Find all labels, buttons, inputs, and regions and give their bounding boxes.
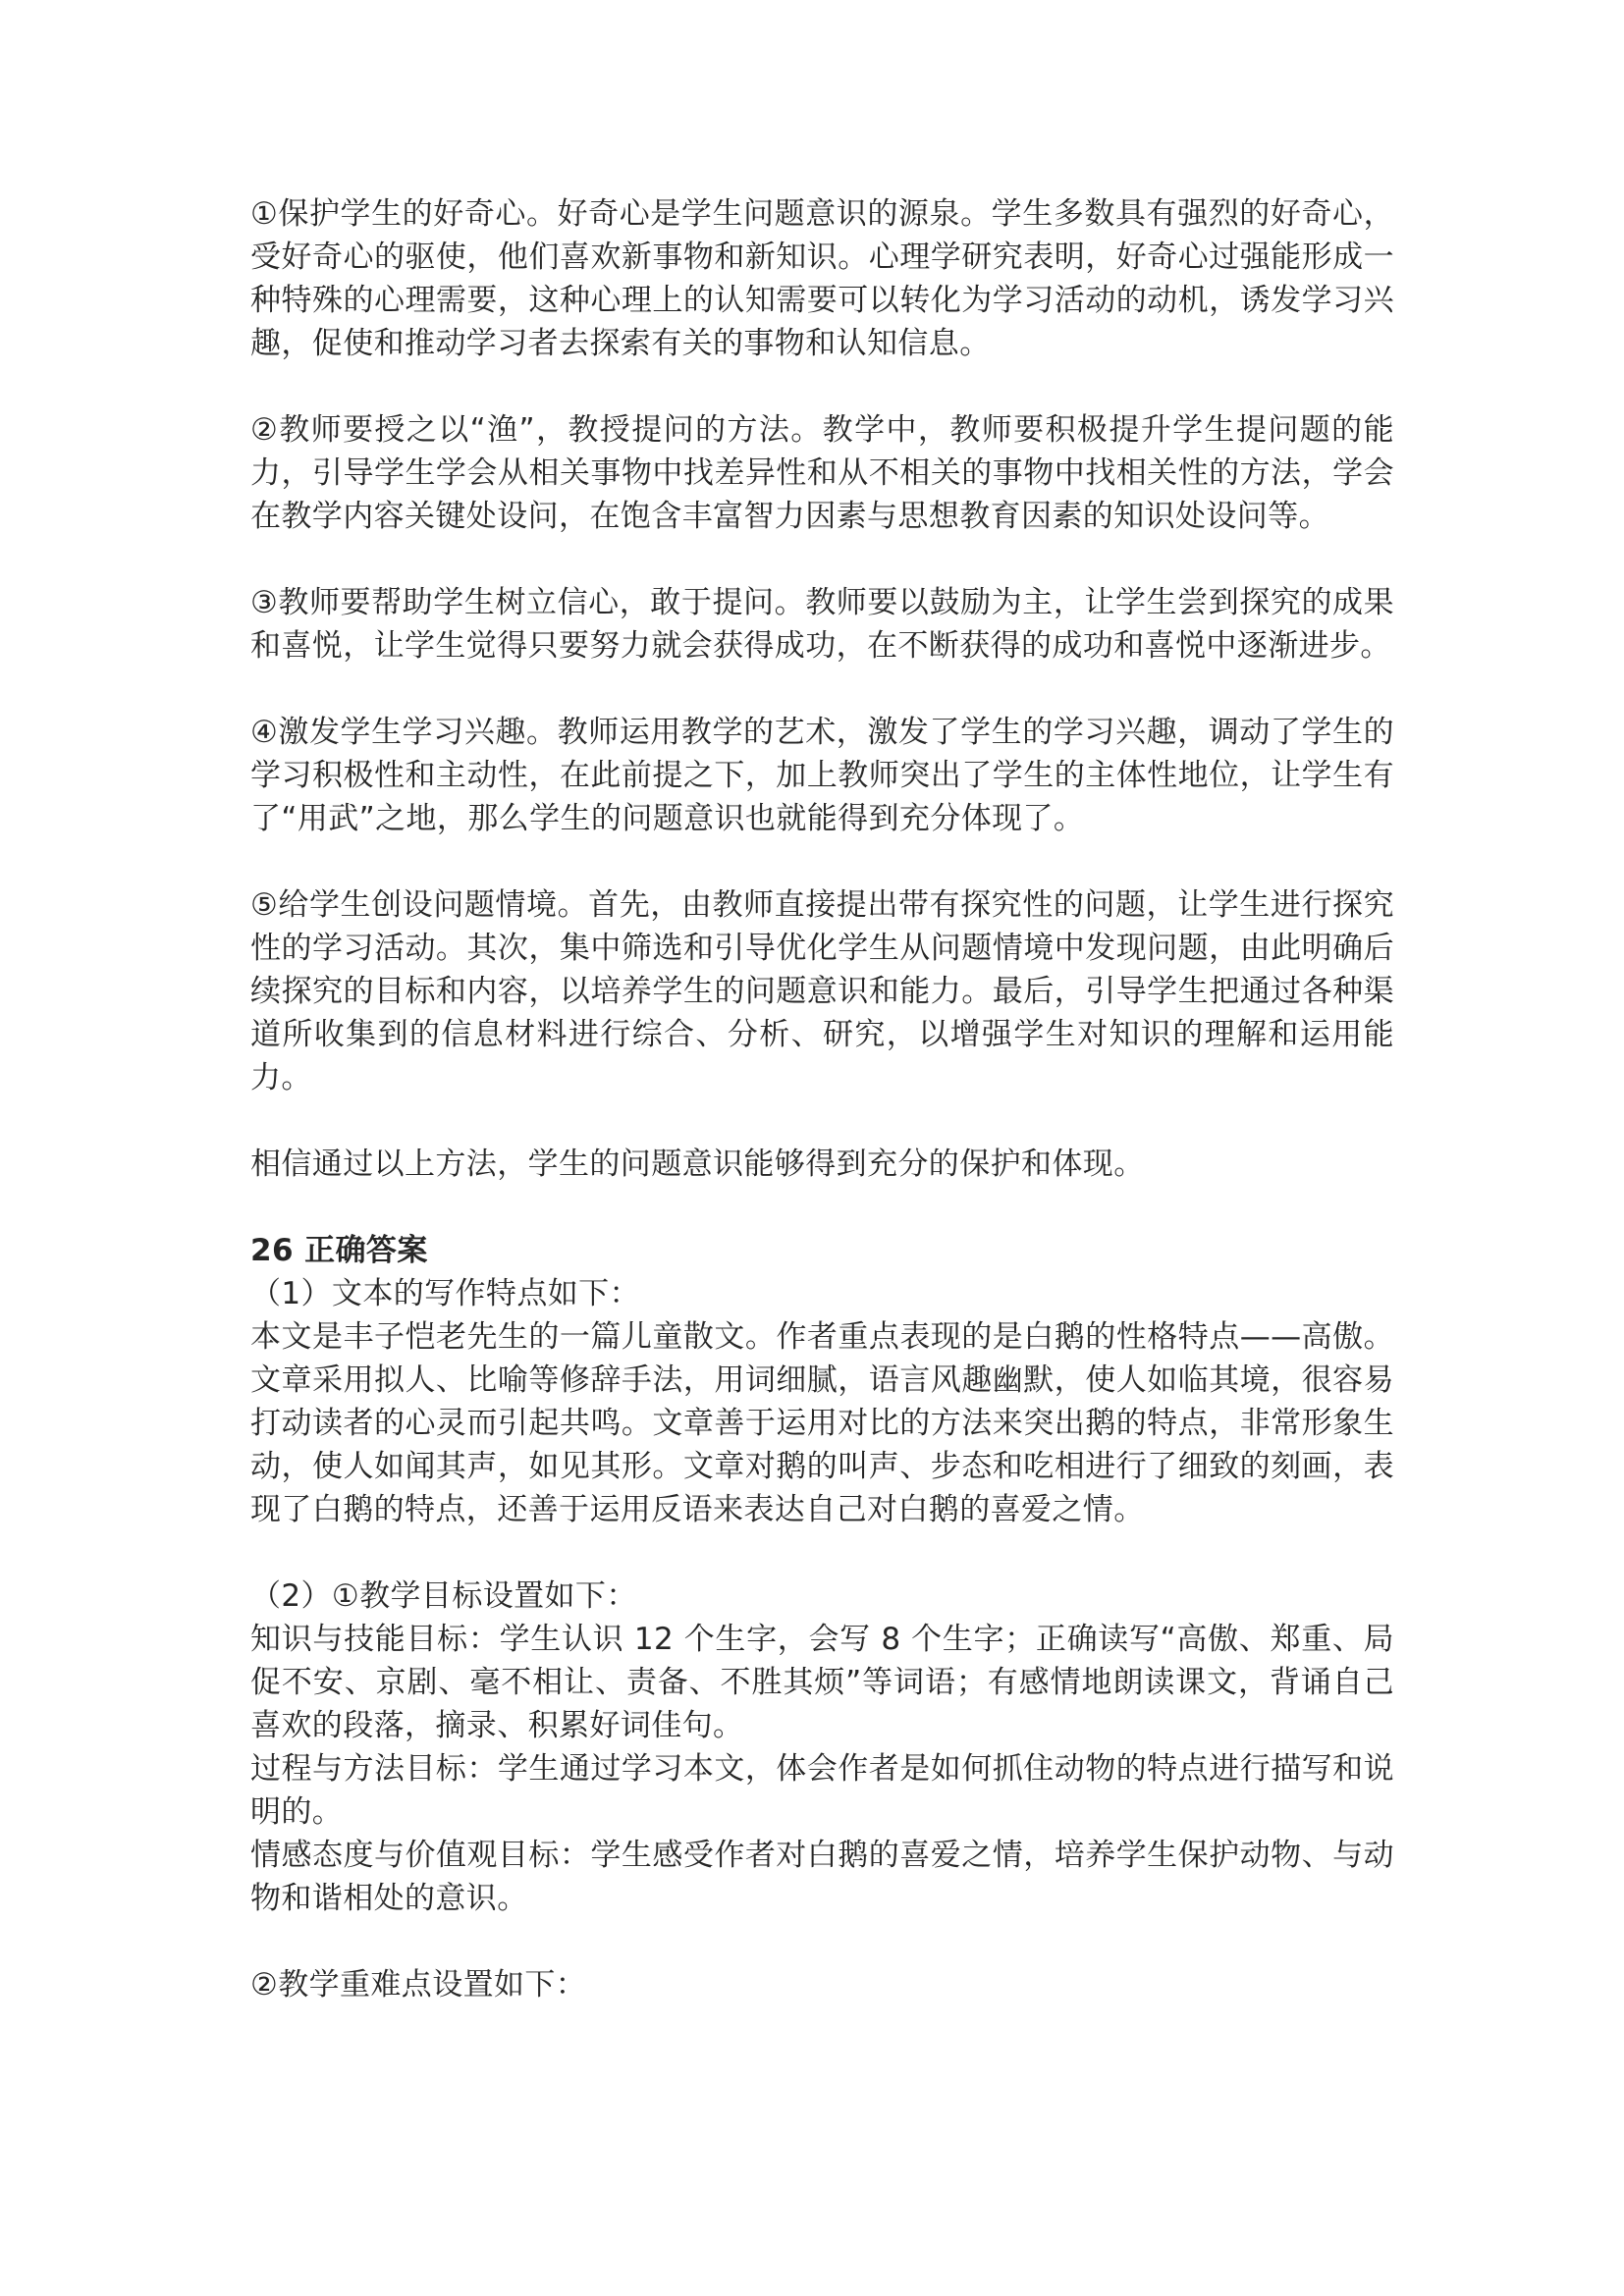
spacer — [250, 1531, 1394, 1575]
question-2-intro: （2）①教学目标设置如下： — [250, 1578, 637, 1614]
answer-heading: 26 正确答案 — [250, 1233, 428, 1268]
paragraph-build-confidence: ③教师要帮助学生树立信心，敢于提问。教师要以鼓励为主，让学生尝到探究的成果和喜悦，让学生觉得只要努力就会获得成功，在不断获得的成功和喜悦中逐渐进步。 — [250, 585, 1394, 664]
goal-emotion: 情感态度与价值观目标：学生感受作者对白鹅的喜爱之情，培养学生保护动物、与动物和谐相处的意识。 — [250, 1838, 1394, 1916]
paragraph-teach-questioning: ②教师要授之以“渔”，教授提问的方法。教学中，教师要积极提升学生提问题的能力，引导学生学会从相关事物中找差异性和从不相关的事物中找相关性的方法，学会在教学内容关键处设问，在饱含丰富智力因素与思想教育因素的知识处设问等。 — [250, 412, 1394, 534]
spacer — [250, 1920, 1394, 1963]
key-points-intro: ②教学重难点设置如下： — [250, 1967, 587, 2002]
paragraph-create-situation: ⑤给学生创设问题情境。首先，由教师直接提出带有探究性的问题，让学生进行探究性的学习活动。其次，集中筛选和引导优化学生从问题情境中发现问题，由此明确后续探究的目标和内容，以培养学生的问题意识和能力。最后，引导学生把通过各种渠道所收集到的信息材料进行综合、分析、研究，以增强学生对知识的理解和运用能力。 — [250, 887, 1394, 1095]
paragraph-conclusion: 相信通过以上方法，学生的问题意识能够得到充分的保护和体现。 — [250, 1147, 1145, 1182]
paragraph-stimulate-interest: ④激发学生学习兴趣。教师运用教学的艺术，激发了学生的学习兴趣，调动了学生的学习积极性和主动性，在此前提之下，加上教师突出了学生的主体性地位，让学生有了“用武”之地，那么学生的问题意识也就能得到充分体现了。 — [250, 715, 1394, 836]
question-1-body: 本文是丰子恺老先生的一篇儿童散文。作者重点表现的是白鹅的性格特点——高傲。文章采用拟人、比喻等修辞手法，用词细腻，语言风趣幽默，使人如临其境，很容易打动读者的心灵而引起共鸣。文章善于运用对比的方法来突出鹅的特点，非常形象生动，使人如闻其声，如见其形。文章对鹅的叫声、步态和吃相进行了细致的刻画，表现了白鹅的特点，还善于运用反语来表达自己对白鹅的喜爱之情。 — [250, 1319, 1394, 1527]
goal-knowledge: 知识与技能目标：学生认识 12 个生字，会写 8 个生字；正确读写“高傲、郑重、局促不安、京剧、毫不相让、责备、不胜其烦”等词语；有感情地朗读课文，背诵自己喜欢的段落，摘录、积累好词佳句。 — [250, 1622, 1394, 1743]
goal-process: 过程与方法目标：学生通过学习本文，体会作者是如何抓住动物的特点进行描写和说明的。 — [250, 1751, 1394, 1830]
document-page — [250, 192, 1394, 2006]
paragraph-protect-curiosity: ①保护学生的好奇心。好奇心是学生问题意识的源泉。学生多数具有强烈的好奇心，受好奇心的驱使，他们喜欢新事物和新知识。心理学研究表明，好奇心过强能形成一种特殊的心理需要，这种心理上的认知需要可以转化为学习活动的动机，诱发学习兴趣，促使和推动学习者去探索有关的事物和认知信息。 — [250, 196, 1394, 361]
question-1-intro: （1）文本的写作特点如下： — [250, 1276, 640, 1311]
